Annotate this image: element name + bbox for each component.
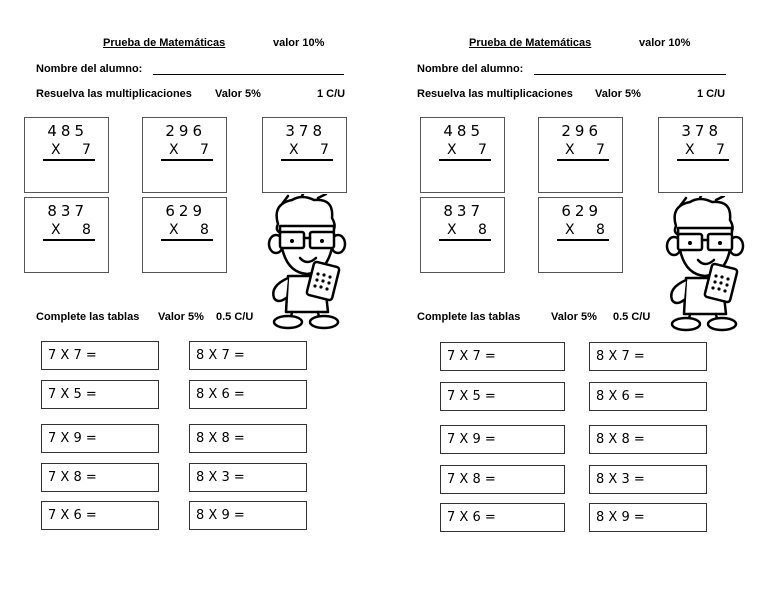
student-with-calculator-illustration — [258, 194, 354, 332]
table-answer-box[interactable]: 8 X 7 = — [189, 341, 307, 370]
multiplier: 8 — [596, 222, 605, 238]
table-answer-box[interactable]: 7 X 7 = — [41, 341, 159, 370]
section1-label: Resuelva las multiplicaciones — [36, 88, 192, 100]
times-sign: X — [51, 142, 61, 158]
table-answer-box[interactable]: 8 X 9 = — [189, 501, 307, 530]
multiplicand: 485 — [47, 122, 88, 140]
section2-per-unit: 0.5 C/U — [613, 311, 651, 323]
student-with-calculator-illustration — [656, 196, 752, 334]
multiplicand: 837 — [443, 202, 484, 220]
multiplier: 7 — [596, 142, 605, 158]
multiplicand: 629 — [561, 202, 602, 220]
student-name-label: Nombre del alumno: — [36, 63, 143, 75]
table-answer-box[interactable]: 8 X 9 = — [589, 503, 707, 532]
table-answer-box[interactable]: 8 X 6 = — [589, 382, 707, 411]
multiplication-box-2[interactable] — [142, 117, 227, 193]
section2-value: Valor 5% — [158, 311, 204, 323]
worksheet-title: Prueba de Matemáticas — [469, 37, 592, 49]
table-answer-box[interactable]: 8 X 6 = — [189, 380, 307, 409]
multiplicand: 378 — [285, 122, 326, 140]
multiplication-box-1[interactable] — [420, 117, 505, 193]
times-sign: X — [565, 142, 575, 158]
table-answer-box[interactable]: 8 X 3 = — [189, 463, 307, 492]
multiplication-box-5[interactable] — [538, 197, 623, 273]
table-answer-box[interactable]: 7 X 5 = — [440, 382, 565, 411]
times-sign: X — [51, 222, 61, 238]
table-answer-box[interactable]: 8 X 8 = — [589, 425, 707, 454]
section1-label: Resuelva las multiplicaciones — [417, 88, 573, 100]
times-sign: X — [565, 222, 575, 238]
section1-per-unit: 1 C/U — [697, 88, 726, 100]
table-answer-box[interactable]: 7 X 6 = — [41, 501, 159, 530]
multiplier: 7 — [200, 142, 209, 158]
multiplier: 8 — [478, 222, 487, 238]
section2-label: Complete las tablas — [417, 311, 521, 323]
times-sign: X — [169, 142, 179, 158]
multiplicand: 485 — [443, 122, 484, 140]
table-answer-box[interactable]: 8 X 8 = — [189, 424, 307, 453]
multiplicand: 837 — [47, 202, 88, 220]
table-answer-box[interactable]: 7 X 7 = — [440, 342, 565, 371]
worksheet-title: Prueba de Matemáticas — [103, 37, 226, 49]
section1-per-unit: 1 C/U — [317, 88, 346, 100]
multiplier: 7 — [320, 142, 329, 158]
table-answer-box[interactable]: 7 X 9 = — [440, 425, 565, 454]
multiplier: 8 — [82, 222, 91, 238]
multiplier: 7 — [716, 142, 725, 158]
multiplicand: 629 — [165, 202, 206, 220]
total-value: valor 10% — [273, 37, 325, 49]
multiplication-box-4[interactable] — [24, 197, 109, 273]
student-name-line[interactable] — [534, 74, 726, 75]
times-sign: X — [447, 222, 457, 238]
multiplication-box-2[interactable] — [538, 117, 623, 193]
student-name-line[interactable] — [153, 74, 344, 75]
multiplicand: 378 — [681, 122, 722, 140]
section2-value: Valor 5% — [551, 311, 597, 323]
section2-label: Complete las tablas — [36, 311, 140, 323]
multiplier: 7 — [478, 142, 487, 158]
times-sign: X — [169, 222, 179, 238]
times-sign: X — [447, 142, 457, 158]
multiplication-box-4[interactable] — [420, 197, 505, 273]
table-answer-box[interactable]: 7 X 5 = — [41, 380, 159, 409]
multiplication-box-3[interactable] — [262, 117, 347, 193]
total-value: valor 10% — [639, 37, 691, 49]
multiplication-box-3[interactable] — [658, 117, 743, 193]
table-answer-box[interactable]: 7 X 8 = — [440, 465, 565, 494]
table-answer-box[interactable]: 8 X 3 = — [589, 465, 707, 494]
times-sign: X — [289, 142, 299, 158]
multiplier: 8 — [200, 222, 209, 238]
multiplier: 7 — [82, 142, 91, 158]
multiplicand: 296 — [561, 122, 602, 140]
student-name-label: Nombre del alumno: — [417, 63, 524, 75]
worksheet-right — [384, 0, 768, 594]
multiplication-box-5[interactable] — [142, 197, 227, 273]
multiplicand: 296 — [165, 122, 206, 140]
times-sign: X — [685, 142, 695, 158]
table-answer-box[interactable]: 7 X 9 = — [41, 424, 159, 453]
section1-value: Valor 5% — [595, 88, 641, 100]
table-answer-box[interactable]: 7 X 8 = — [41, 463, 159, 492]
multiplication-box-1[interactable] — [24, 117, 109, 193]
section2-per-unit: 0.5 C/U — [216, 311, 254, 323]
section1-value: Valor 5% — [215, 88, 261, 100]
table-answer-box[interactable]: 8 X 7 = — [589, 342, 707, 371]
table-answer-box[interactable]: 7 X 6 = — [440, 503, 565, 532]
